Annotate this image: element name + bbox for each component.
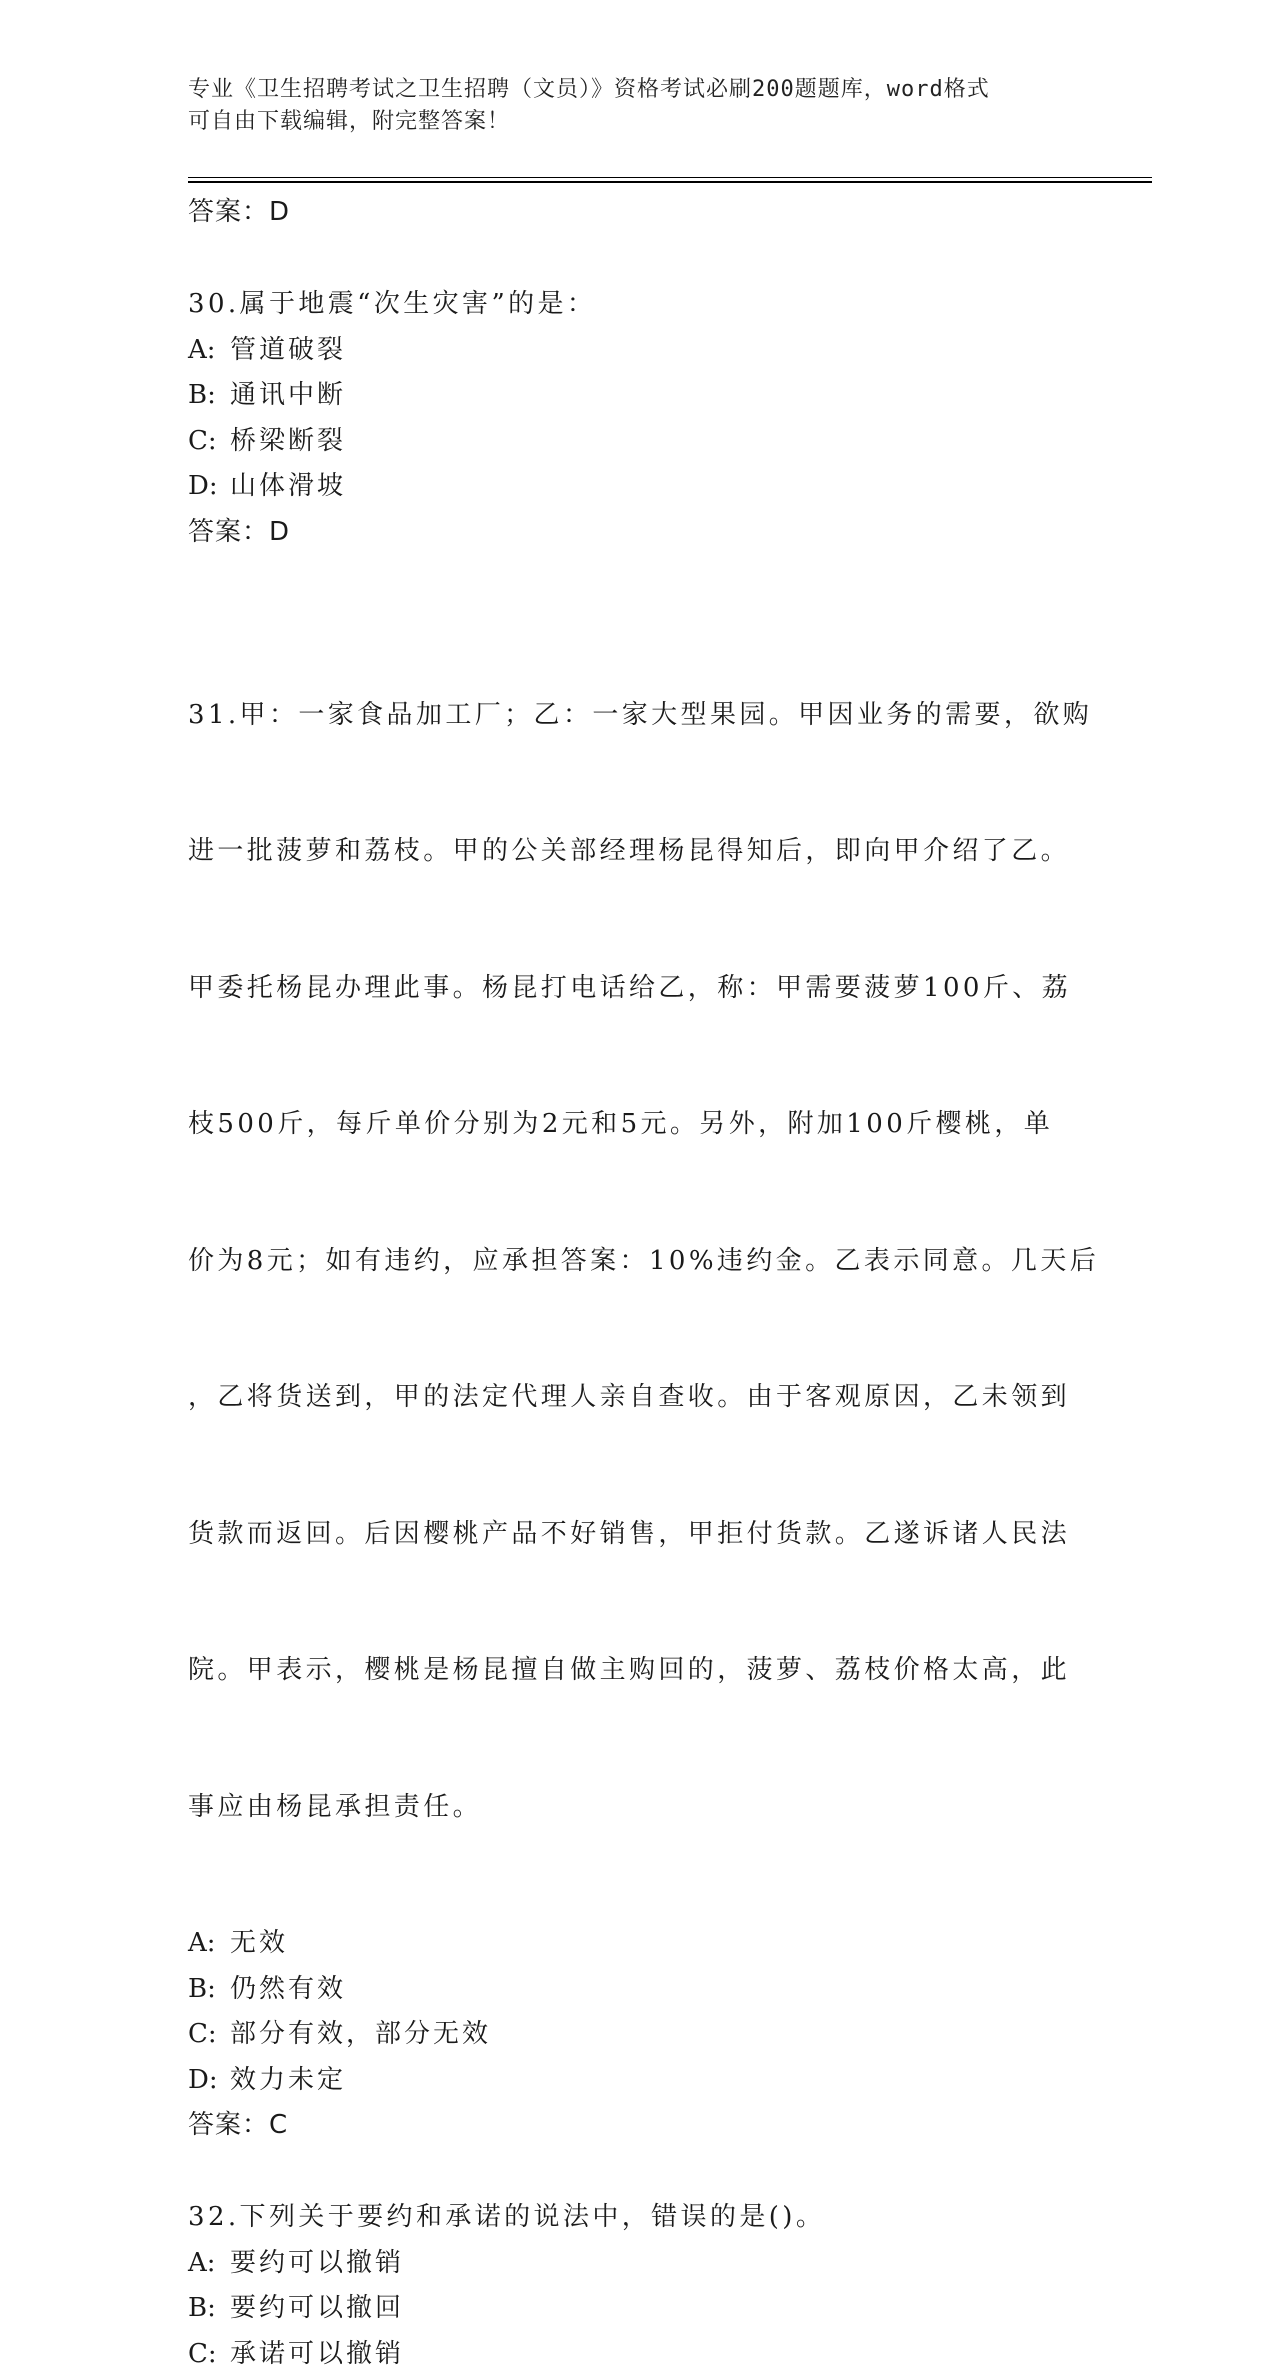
option-b <box>188 1967 1068 2013</box>
option-a <box>188 328 1068 374</box>
option-text: 承诺可以撤销 <box>230 2339 404 2369</box>
option-key: C: <box>188 419 230 465</box>
previous-answer: 答案：D <box>188 190 1068 235</box>
question-line: 货款而返回。后因樱桃产品不好销售，甲拒付货款。乙遂诉诸人民法 <box>188 1512 1068 1558</box>
option-text: 通讯中断 <box>230 380 346 410</box>
option-a <box>188 2241 1068 2287</box>
option-key: B: <box>188 373 230 419</box>
option-key: B: <box>188 2286 230 2332</box>
question-line: 甲委托杨昆办理此事。杨昆打电话给乙，称：甲需要菠萝100斤、荔 <box>188 966 1068 1012</box>
option-text: 桥梁断裂 <box>230 426 346 456</box>
spacer <box>188 555 1068 602</box>
question-line: 事应由杨昆承担责任。 <box>188 1785 1068 1831</box>
question-text <box>188 602 1068 1922</box>
question-line: 31.甲：一家食品加工厂；乙：一家大型果园。甲因业务的需要，欲购 <box>188 693 1068 739</box>
header-line-1: 专业《卫生招聘考试之卫生招聘（文员）》资格考试必刷200题题库，word格式 <box>188 74 1068 106</box>
answer-31: 答案：C <box>188 2103 1068 2148</box>
option-c <box>188 2332 1068 2377</box>
document-header <box>188 74 1068 138</box>
question-line: 院。甲表示，樱桃是杨昆擅自做主购回的，菠萝、荔枝价格太高，此 <box>188 1648 1068 1694</box>
option-key: B: <box>188 1967 230 2013</box>
option-a <box>188 1921 1068 1967</box>
option-key: C: <box>188 2332 230 2377</box>
option-text: 仍然有效 <box>230 1974 346 2004</box>
option-c <box>188 419 1068 465</box>
option-text: 要约可以撤回 <box>230 2293 404 2323</box>
spacer <box>188 2148 1068 2195</box>
option-text: 部分有效，部分无效 <box>230 2019 491 2049</box>
question-line: 价为8元；如有违约，应承担答案：10%违约金。乙表示同意。几天后 <box>188 1239 1068 1285</box>
question-32 <box>188 2195 1068 2377</box>
question-text: 32.下列关于要约和承诺的说法中，错误的是()。 <box>188 2195 1068 2241</box>
option-key: D: <box>188 464 230 510</box>
option-text: 效力未定 <box>230 2065 346 2095</box>
spacer <box>188 235 1068 282</box>
header-line-2: 可自由下载编辑，附完整答案！ <box>188 106 1068 138</box>
option-text: 山体滑坡 <box>230 471 346 501</box>
option-text: 要约可以撤销 <box>230 2248 404 2278</box>
option-b <box>188 2286 1068 2332</box>
option-key: A: <box>188 328 230 374</box>
header-divider-thick <box>188 181 1152 183</box>
question-line: 进一批菠萝和荔枝。甲的公关部经理杨昆得知后，即向甲介绍了乙。 <box>188 829 1068 875</box>
option-text: 无效 <box>230 1928 288 1958</box>
option-d <box>188 2058 1068 2104</box>
option-key: D: <box>188 2058 230 2104</box>
option-c <box>188 2012 1068 2058</box>
question-line: ，乙将货送到，甲的法定代理人亲自查收。由于客观原因，乙未领到 <box>188 1375 1068 1421</box>
option-d <box>188 464 1068 510</box>
question-line: 枝500斤，每斤单价分别为2元和5元。另外，附加100斤樱桃，单 <box>188 1102 1068 1148</box>
question-list <box>188 190 1068 2377</box>
question-31 <box>188 602 1068 2149</box>
answer-30: 答案：D <box>188 510 1068 555</box>
option-key: A: <box>188 2241 230 2287</box>
question-text: 30.属于地震“次生灾害”的是： <box>188 282 1068 328</box>
header-divider-thin <box>188 177 1152 178</box>
option-text: 管道破裂 <box>230 335 346 365</box>
option-key: C: <box>188 2012 230 2058</box>
option-key: A: <box>188 1921 230 1967</box>
option-b <box>188 373 1068 419</box>
question-30 <box>188 282 1068 555</box>
